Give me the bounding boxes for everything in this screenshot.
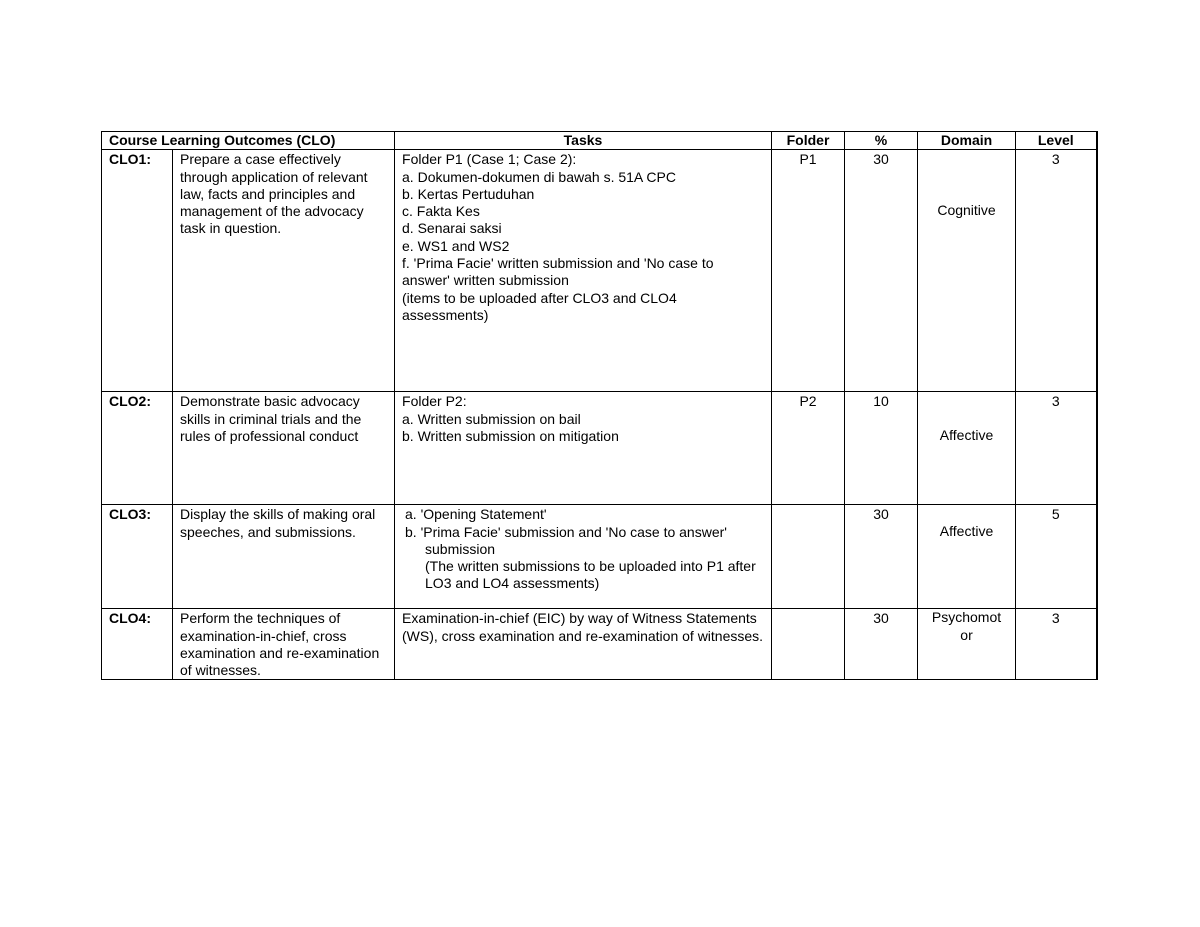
clo-percent: 30 <box>845 609 918 680</box>
clo-outcome: Display the skills of making oral speeches, and submissions. <box>173 505 395 609</box>
clo-id: CLO2: <box>102 392 173 505</box>
clo-tasks <box>395 150 772 392</box>
task-line: Examination-in-chief (EIC) by way of Witness Statements (WS), cross examination and re-examination of witnesses. <box>402 610 764 644</box>
clo-percent: 10 <box>845 392 918 505</box>
clo-domain: Psychomotor <box>918 609 1016 680</box>
clo-id: CLO4: <box>102 609 173 680</box>
clo-id: CLO1: <box>102 150 173 392</box>
clo-id: CLO3: <box>102 505 173 609</box>
clo-percent: 30 <box>845 150 918 392</box>
header-level: Level <box>1016 132 1097 150</box>
task-line: f. 'Prima Facie' written submission and 'No case to answer' written submission <box>402 255 714 289</box>
task-line: (items to be uploaded after CLO3 and CLO4 assessments) <box>402 289 677 323</box>
clo-tasks <box>395 505 772 609</box>
header-percent: % <box>845 132 918 150</box>
clo-folder <box>772 505 845 609</box>
clo-outcome: Perform the techniques of examination-in-chief, cross examination and re-examination of witnesses. <box>173 609 395 680</box>
task-line: a. Dokumen-dokumen di bawah s. 51A CPC <box>402 168 676 185</box>
task-line: a. 'Opening Statement' <box>405 506 547 523</box>
clo-outcome: Demonstrate basic advocacy skills in criminal trials and the rules of professional conduct <box>173 392 395 505</box>
table-row <box>102 505 1097 609</box>
table-header-row <box>102 132 1097 150</box>
clo-outcome: Prepare a case effectively through application of relevant law, facts and principles and management of the advocacy task in question. <box>173 150 395 392</box>
task-line: a. Written submission on bail <box>402 410 581 427</box>
table-row <box>102 392 1097 505</box>
task-line: Folder P2: <box>402 393 467 410</box>
task-line: d. Senarai saksi <box>402 220 502 237</box>
task-line: (The written submissions to be uploaded into P1 after LO3 and LO4 assessments) <box>425 558 756 592</box>
task-line: Folder P1 (Case 1; Case 2): <box>402 151 577 168</box>
task-line: b. Written submission on mitigation <box>402 427 619 444</box>
clo-tasks <box>395 392 772 505</box>
clo-table <box>101 131 1098 680</box>
clo-domain: Cognitive <box>918 150 1016 392</box>
clo-tasks <box>395 609 772 680</box>
clo-domain: Affective <box>918 505 1016 609</box>
task-line: e. WS1 and WS2 <box>402 237 510 254</box>
clo-level: 5 <box>1016 505 1097 609</box>
task-line: b. 'Prima Facie' submission and 'No case to answer' submission <box>405 523 727 557</box>
task-line: b. Kertas Pertuduhan <box>402 185 535 202</box>
task-line: c. Fakta Kes <box>402 203 480 220</box>
header-folder: Folder <box>772 132 845 150</box>
clo-folder: P1 <box>772 150 845 392</box>
clo-folder <box>772 609 845 680</box>
table-row <box>102 150 1097 392</box>
clo-folder: P2 <box>772 392 845 505</box>
header-clo: Course Learning Outcomes (CLO) <box>102 132 395 150</box>
header-tasks: Tasks <box>395 132 772 150</box>
clo-level: 3 <box>1016 609 1097 680</box>
clo-level: 3 <box>1016 392 1097 505</box>
clo-level: 3 <box>1016 150 1097 392</box>
header-domain: Domain <box>918 132 1016 150</box>
clo-domain: Affective <box>918 392 1016 505</box>
table-row <box>102 609 1097 680</box>
clo-percent: 30 <box>845 505 918 609</box>
